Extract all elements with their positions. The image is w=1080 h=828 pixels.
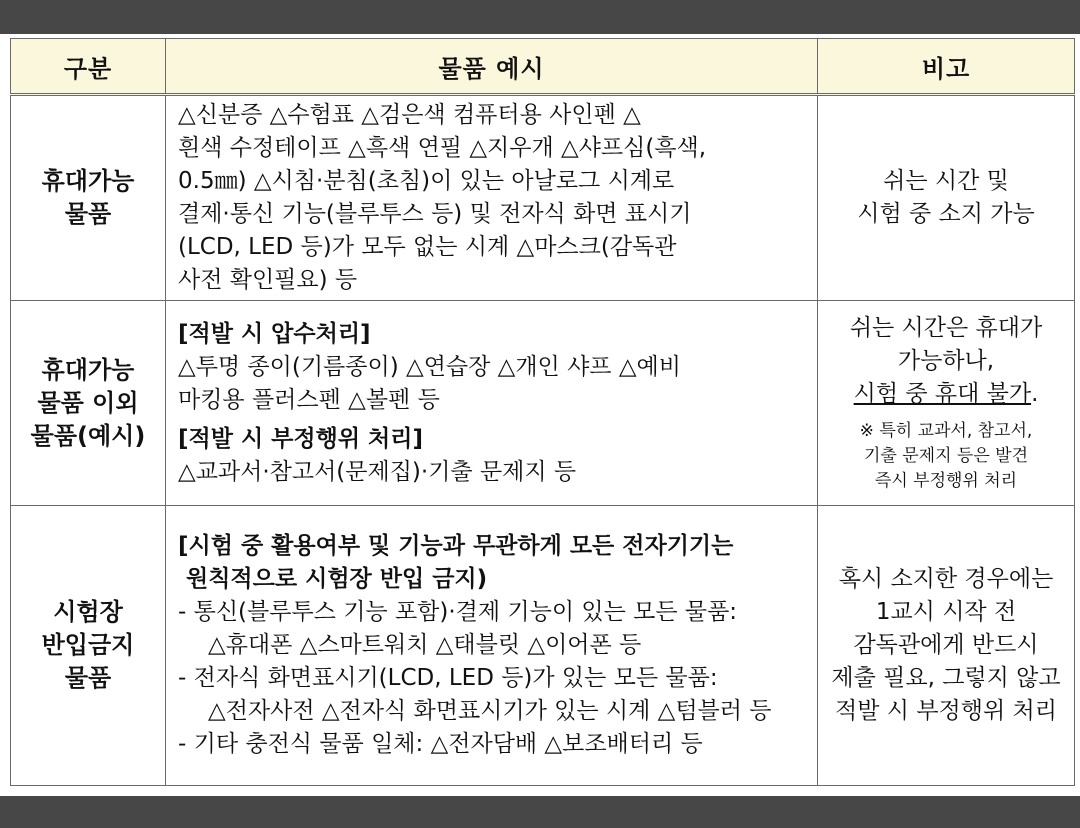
example-line: 흰색 수정테이프 △흑색 연필 △지우개 △샤프심(흑색,	[178, 135, 707, 161]
header-row	[11, 39, 1075, 95]
remarks-cell	[818, 506, 1075, 786]
example-line: 0.5㎜) △시침·분침(초침)이 있는 아날로그 시계로	[178, 168, 675, 194]
table-row-non-portable	[11, 301, 1075, 506]
example-line: 마킹용 플러스펜 △볼펜 등	[178, 386, 440, 413]
category-line: 물품	[64, 664, 112, 692]
header-examples: 물품 예시	[166, 39, 818, 95]
table-row-prohibited	[11, 506, 1075, 786]
top-dark-bar	[0, 0, 1080, 34]
section-heading: [시험 중 활용여부 및 기능과 무관하게 모든 전자기기는	[178, 533, 734, 559]
category-line: 휴대가능	[41, 167, 135, 195]
remark-note-line: 기출 문제지 등은 발견	[863, 446, 1028, 466]
remark-line: 쉬는 시간은 휴대가	[849, 315, 1043, 341]
category-cell	[11, 506, 166, 786]
section-heading: [적발 시 부정행위 처리]	[178, 425, 424, 452]
remark-emphasis-line	[826, 378, 1066, 411]
prohibited-item-examples: △휴대폰 △스마트워치 △태블릿 △이어폰 등	[208, 632, 642, 658]
remark-note	[826, 419, 1066, 494]
examples-cell	[166, 506, 818, 786]
example-line: 사전 확인필요) 등	[178, 267, 358, 293]
category-line: 시험장	[53, 598, 123, 626]
category-line: 물품(예시)	[30, 421, 146, 450]
category-cell	[11, 95, 166, 301]
bottom-dark-bar	[0, 796, 1080, 828]
remarks-cell	[818, 95, 1075, 301]
remark-line: 쉬는 시간 및	[883, 168, 1009, 194]
examples-cell	[166, 301, 818, 506]
remark-line: 가능하나,	[897, 348, 995, 374]
section-heading: 원칙적으로 시험장 반입 금지)	[186, 566, 488, 592]
example-line: △투명 종이(기름종이) △연습장 △개인 샤프 △예비	[178, 353, 681, 380]
remark-line: 감독관에게 반드시	[853, 632, 1039, 658]
remark-line: 적발 시 부정행위 처리	[835, 698, 1057, 724]
remark-note-line: ※ 특히 교과서, 참고서,	[859, 421, 1033, 441]
category-line: 반입금지	[41, 631, 135, 659]
items-table	[10, 38, 1075, 786]
remark-line: 혹시 소지한 경우에는	[838, 566, 1054, 592]
prohibited-item: - 통신(블루투스 기능 포함)·결제 기능이 있는 모든 물품:	[178, 599, 738, 625]
remark-note-line: 즉시 부정행위 처리	[874, 471, 1018, 491]
table-row-portable	[11, 95, 1075, 301]
remark-period: .	[1031, 381, 1039, 407]
remark-underlined: 시험 중 휴대 불가	[853, 381, 1032, 407]
example-line: △교과서·참고서(문제집)·기출 문제지 등	[178, 458, 577, 485]
remark-line: 시험 중 소지 가능	[857, 201, 1035, 227]
example-line: △신분증 △수험표 △검은색 컴퓨터용 사인펜 △	[178, 102, 641, 128]
remark-line: 1교시 시작 전	[875, 599, 1017, 625]
example-line: (LCD, LED 등)가 모두 없는 시계 △마스크(감독관	[178, 234, 677, 260]
category-line: 휴대가능	[41, 355, 135, 384]
remarks-cell	[818, 301, 1075, 506]
category-cell	[11, 301, 166, 506]
prohibited-item: - 기타 충전식 물품 일체: △전자담배 △보조배터리 등	[178, 731, 703, 757]
examples-cell	[166, 95, 818, 301]
header-category: 구분	[11, 39, 166, 95]
prohibited-item-examples: △전자사전 △전자식 화면표시기가 있는 시계 △텀블러 등	[208, 698, 772, 724]
section-heading: [적발 시 압수처리]	[178, 320, 371, 347]
category-line: 물품	[64, 200, 112, 228]
prohibited-item: - 전자식 화면표시기(LCD, LED 등)가 있는 모든 물품:	[178, 665, 718, 691]
header-remarks: 비고	[818, 39, 1075, 95]
category-line: 물품 이외	[37, 388, 139, 417]
remark-line: 제출 필요, 그렇지 않고	[831, 665, 1061, 691]
example-line: 결제·통신 기능(블루투스 등) 및 전자식 화면 표시기	[178, 201, 692, 227]
